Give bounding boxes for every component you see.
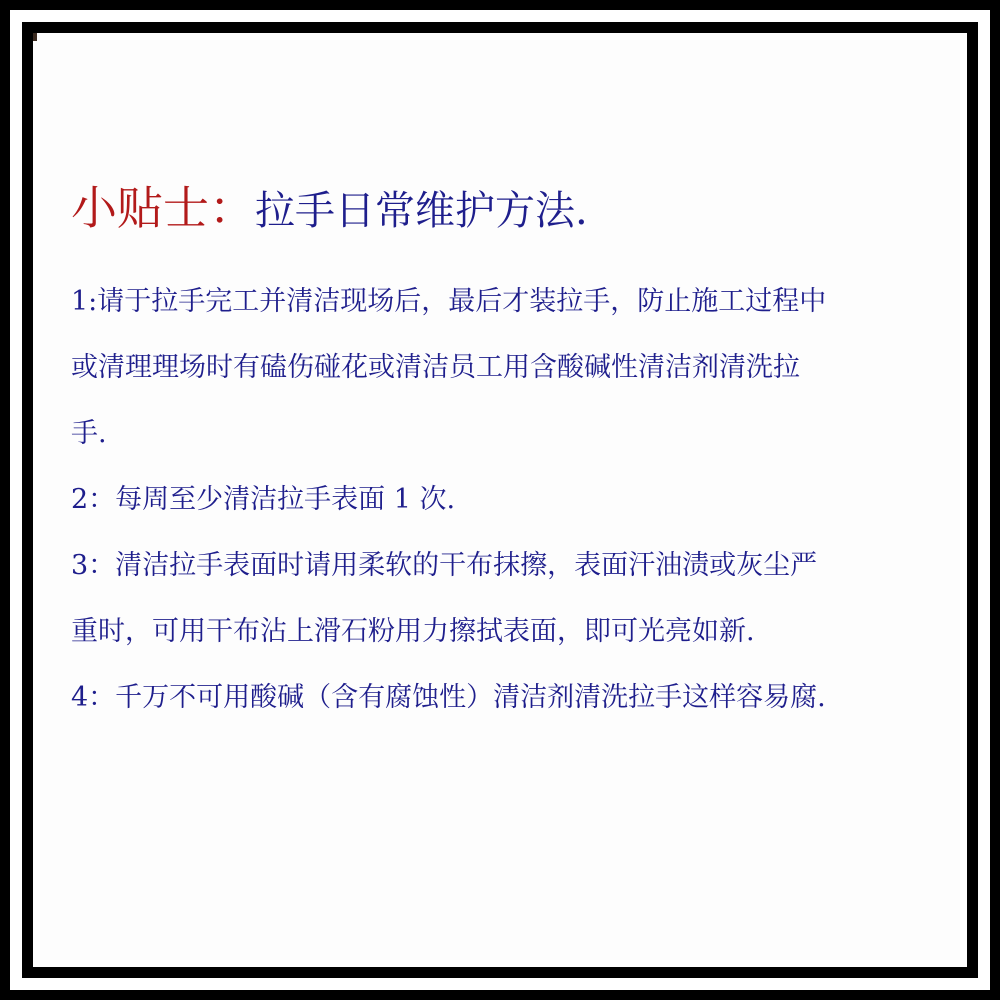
tip-line-7: 4：千万不可用酸碱（含有腐蚀性）清洁剂清洗拉手这样容易腐. xyxy=(71,682,826,713)
tip-line-6: 重时，可用干布沾上滑石粉用力擦拭表面，即可光亮如新. xyxy=(71,616,755,647)
tip-line-2: 或清理理场时有磕伤碰花或清洁员工用含酸碱性清洁剂清洗拉 xyxy=(71,352,800,383)
tip-line-5: 3：清洁拉手表面时请用柔软的干布抹擦，表面汗油渍或灰尘严 xyxy=(71,550,818,581)
tip-line-3: 手. xyxy=(71,418,107,449)
tip-body xyxy=(71,269,967,731)
tip-heading xyxy=(71,181,588,235)
document-canvas xyxy=(33,33,967,967)
tip-line-4: 2：每周至少清洁拉手表面 1 次. xyxy=(71,484,456,515)
tip-title: 拉手日常维护方法. xyxy=(255,188,588,234)
tip-prefix: 小贴士： xyxy=(71,181,255,235)
corner-mark xyxy=(33,33,37,41)
tip-line-1: 1:请于拉手完工并清洁现场后，最后才装拉手，防止施工过程中 xyxy=(71,286,827,317)
